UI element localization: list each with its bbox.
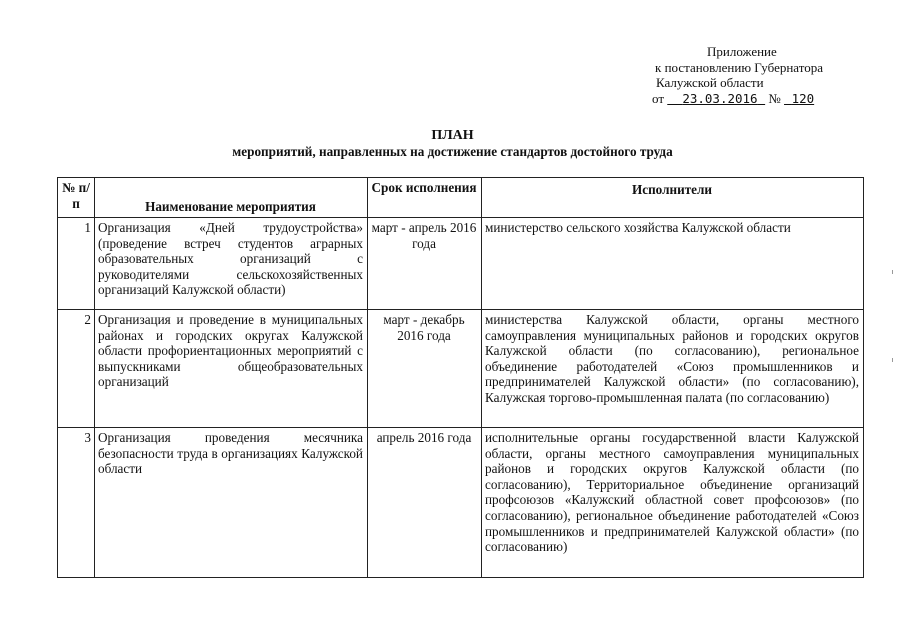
table-header-row [58,178,864,218]
row-term: март - апрель 2016 года [368,218,482,310]
decree-number: 120 [791,90,815,106]
appendix-date-line [652,91,892,107]
header-executors: Исполнители [482,178,864,218]
appendix-decree: к постановлению Губернатора [655,59,824,75]
appendix-region: Калужской области [656,75,764,91]
row-term: март - декабрь 2016 года [368,310,482,428]
row-num: 2 [58,310,95,428]
table-row [58,218,864,310]
row-name: Организация и проведение в муниципальных районах и городских округах Калужской области профориентационных мероприятий с выпускниками общеобразовательных организаций [95,310,368,428]
scan-artifact [892,358,893,362]
decree-date: 23.03.2016 [682,90,758,106]
plan-table [57,177,864,578]
row-executors: министерства Калужской области, органы местного самоуправления муниципальных районов и городских округов Калужской области (по согласованию), региональное объединение работодателей «Союз промышленников и предпринимателей Калужской области» (по согласованию), Калужская торгово-промышленная палата (по согласованию) [482,310,864,428]
row-num: 3 [58,428,95,578]
row-term: апрель 2016 года [368,428,482,578]
header-term: Срок исполнения [368,178,482,218]
appendix-block [652,44,892,106]
row-executors: исполнительные органы государственной власти Калужской области, органы местного самоуправления муниципальных районов и городских округов Калужской области (по согласованию), Территориальное объединение организаций профсоюзов «Калужский областной совет профсоюзов» (по согласованию), региональное объединение работодателей «Союз промышленников и предпринимателей Калужской области» (по согласованию) [482,428,864,578]
table-row [58,428,864,578]
document-title: ПЛАН [431,128,474,143]
number-prefix: № [768,90,781,106]
scan-artifact [892,270,893,274]
row-name: Организация проведения месячника безопасности труда в организациях Калужской области [95,428,368,578]
date-prefix: от [652,90,665,106]
row-num: 1 [58,218,95,310]
row-executors: министерство сельского хозяйства Калужской области [482,218,864,310]
table-row [58,310,864,428]
appendix-title: Приложение [707,44,777,59]
row-name: Организация «Дней трудоустройства» (проведение встреч студентов аграрных образовательных организаций с руководителями сельскохозяйственных организаций Калужской области) [95,218,368,310]
document-subtitle: мероприятий, направленных на достижение стандартов достойного труда [232,144,673,159]
header-name: Наименование мероприятия [95,178,368,218]
header-num: № п/п [58,178,95,218]
